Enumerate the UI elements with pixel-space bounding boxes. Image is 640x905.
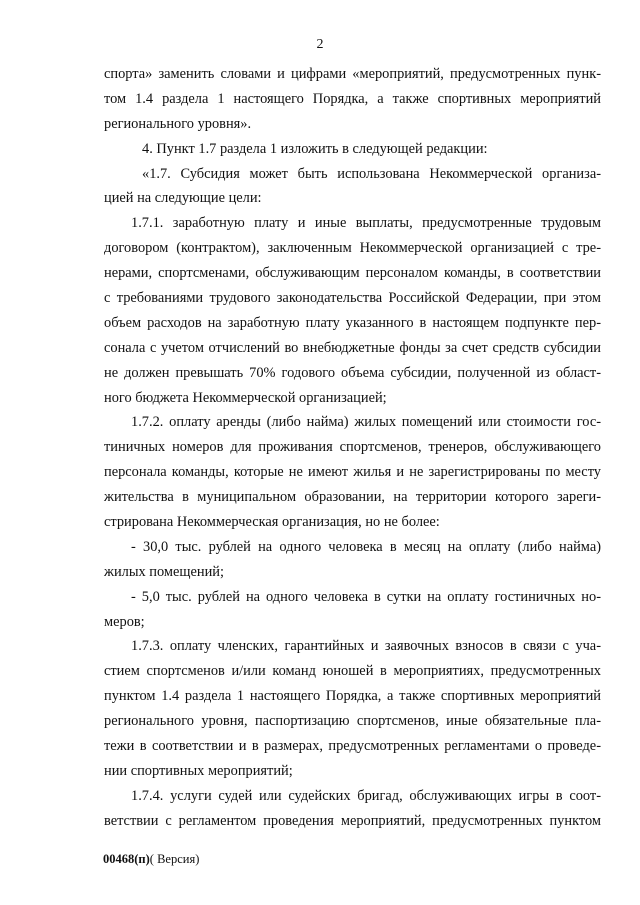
text-line: 1.7.1. заработную плату и иные выплаты, предусмотренные трудовым bbox=[131, 215, 601, 232]
text-line: 1.7.4. услуги судей или судейских бригад, обслуживающих игры в соот- bbox=[131, 787, 601, 804]
text-line: с требованиями трудового законодательства Российской Федерации, при этом bbox=[104, 290, 601, 307]
text-line: тежи в соответствии и в размерах, предусмотренных регламентами о проведе- bbox=[104, 738, 601, 755]
text-line: регионального уровня». bbox=[104, 115, 252, 132]
text-line: не должен превышать 70% годового объема субсидии, полученной из област- bbox=[104, 364, 601, 381]
text-line: - 5,0 тыс. рублей на одного человека в сутки на оплату гостиничных но- bbox=[131, 588, 601, 605]
text-line: персонала команды, которые не имеют жилья и не зарегистрированы по месту bbox=[104, 464, 601, 481]
text-line: - 30,0 тыс. рублей на одного человека в месяц на оплату (либо найма) bbox=[131, 538, 601, 555]
text-line: цией на следующие цели: bbox=[104, 190, 262, 207]
text-line: том 1.4 раздела 1 настоящего Порядка, а также спортивных мероприятий bbox=[104, 90, 601, 107]
text-line: нии спортивных мероприятий; bbox=[104, 762, 293, 779]
text-line: нерами, спортсменами, обслуживающим персоналом команды, в соответствии bbox=[104, 265, 601, 282]
text-line: пунктом 1.4 раздела 1 настоящего Порядка, а также спортивных мероприятий bbox=[104, 688, 601, 705]
document-code: 00468(п) bbox=[103, 852, 150, 866]
text-line: 1.7.2. оплату аренды (либо найма) жилых помещений или стоимости гос- bbox=[131, 414, 601, 431]
text-line: жительства в муниципальном образовании, на территории которого зареги- bbox=[104, 489, 601, 506]
document-body bbox=[104, 62, 601, 834]
text-line: «1.7. Субсидия может быть использована Некоммерческой организа- bbox=[142, 165, 601, 182]
text-line: спорта» заменить словами и цифрами «мероприятий, предусмотренных пунк- bbox=[104, 66, 601, 82]
text-line: 4. Пункт 1.7 раздела 1 изложить в следующей редакции: bbox=[142, 140, 488, 157]
text-line: жилых помещений; bbox=[104, 563, 224, 580]
text-line: ного бюджета Некоммерческой организацией; bbox=[104, 389, 387, 406]
page-number: 2 bbox=[316, 37, 324, 52]
text-line: договором (контрактом), заключенным Некоммерческой организацией с тре- bbox=[104, 240, 601, 257]
text-line: стием спортсменов и/или команд юношей в мероприятиях, предусмотренных bbox=[104, 663, 601, 680]
text-line: сонала с учетом отчислений во внебюджетные фонды за счет средств субсидии bbox=[104, 339, 601, 356]
document-version: ( Версия) bbox=[149, 852, 200, 866]
text-line: объем расходов на заработную плату указанного в настоящем подпункте пер- bbox=[104, 314, 601, 331]
text-line: стрирована Некоммерческая организация, но не более: bbox=[104, 514, 440, 531]
text-line: 1.7.3. оплату членских, гарантийных и заявочных взносов в связи с уча- bbox=[131, 638, 601, 655]
text-line: ветствии с регламентом проведения мероприятий, предусмотренных пунктом bbox=[104, 812, 601, 829]
text-line: тиничных номеров для проживания спортсменов, тренеров, обслуживающего bbox=[104, 439, 601, 456]
text-line: меров; bbox=[104, 613, 145, 630]
text-line: регионального уровня, паспортизацию спортсменов, иные обязательные пла- bbox=[104, 713, 601, 730]
document-footer bbox=[103, 852, 199, 867]
